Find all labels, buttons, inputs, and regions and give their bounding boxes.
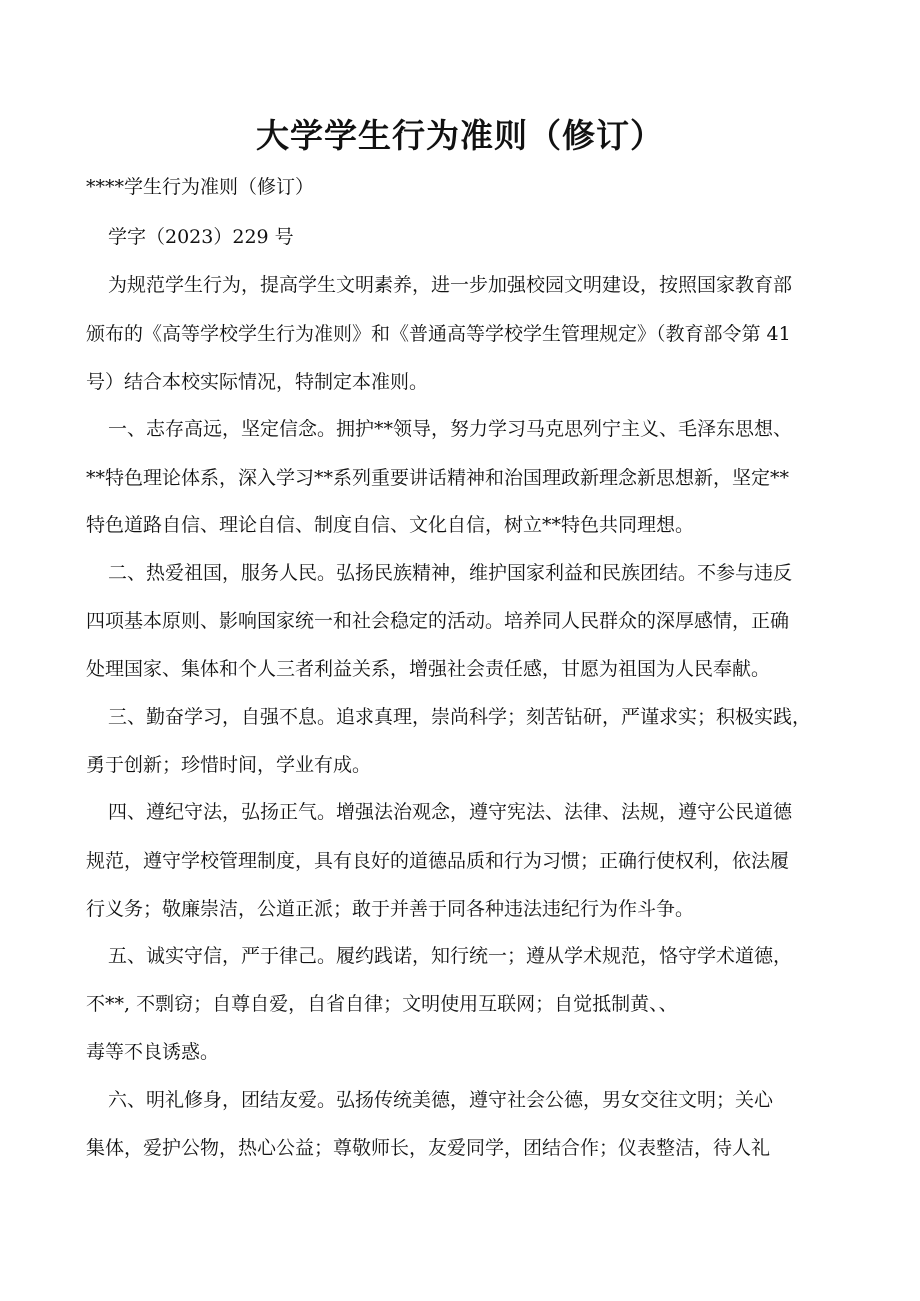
paragraph-line: 五、诚实守信，严于律己。履约践诺，知行统一；遵从学术规范，恪守学术道德， [108, 945, 793, 967]
paragraph-line: 颁布的《高等学校学生行为准则》和《普通高等学校学生管理规定》（教育部令第 41 [86, 323, 791, 345]
paragraph-line: 特色道路自信、理论自信、制度自信、文化自信，树立**特色共同理想。 [86, 514, 695, 536]
document-title: 大学学生行为准则（修订） [256, 116, 664, 155]
paragraph-line: 规范，遵守学校管理制度，具有良好的道德品质和行为习惯；正确行使权利，依法履 [86, 850, 790, 872]
document-number: 学字（2023）229 号 [108, 226, 294, 248]
paragraph-line: 勇于创新；珍惜时间，学业有成。 [86, 754, 372, 776]
paragraph-line: 四项基本原则、影响国家统一和社会稳定的活动。培养同人民群众的深厚感情，正确 [86, 610, 790, 632]
paragraph-line: 集体，爱护公物，热心公益；尊敬师长，友爱同学，团结合作；仪表整洁，待人礼 [86, 1137, 771, 1159]
paragraph-line: 处理国家、集体和个人三者利益关系，增强社会责任感，甘愿为祖国为人民奉献。 [86, 658, 771, 680]
paragraph-line: 行义务；敬廉崇洁，公道正派；敢于并善于同各种违法违纪行为作斗争。 [86, 898, 695, 920]
document-subtitle: ****学生行为准则（修订） [86, 176, 315, 198]
paragraph-line: 六、明礼修身，团结友爱。弘扬传统美德，遵守社会公德，男女交往文明；关心 [108, 1089, 774, 1111]
paragraph-line: 一、志存高远，坚定信念。拥护**领导，努力学习马克思列宁主义、毛泽东思想、 [108, 418, 793, 440]
paragraph-line: 号）结合本校实际情况，特制定本准则。 [86, 371, 429, 393]
paragraph-line: 二、热爱祖国，服务人民。弘扬民族精神，维护国家利益和民族团结。不参与违反 [108, 562, 793, 584]
paragraph-line: 为规范学生行为，提高学生文明素养，进一步加强校园文明建设，按照国家教育部 [108, 274, 793, 296]
paragraph-line: 毒等不良诱惑。 [86, 1041, 220, 1063]
paragraph-line: 四、遵纪守法，弘扬正气。增强法治观念，遵守宪法、法律、法规，遵守公民道德 [108, 801, 793, 823]
paragraph-line: 三、勤奋学习，自强不息。追求真理，崇尚科学；刻苦钻研，严谨求实；积极实践， [108, 706, 812, 728]
paragraph-line: 不**, 不剽窃；自尊自爱，自省自律；文明使用互联网；自觉抵制黄、、 [86, 993, 678, 1015]
paragraph-line: **特色理论体系，深入学习**系列重要讲话精神和治国理政新理念新思想新，坚定** [86, 467, 790, 489]
